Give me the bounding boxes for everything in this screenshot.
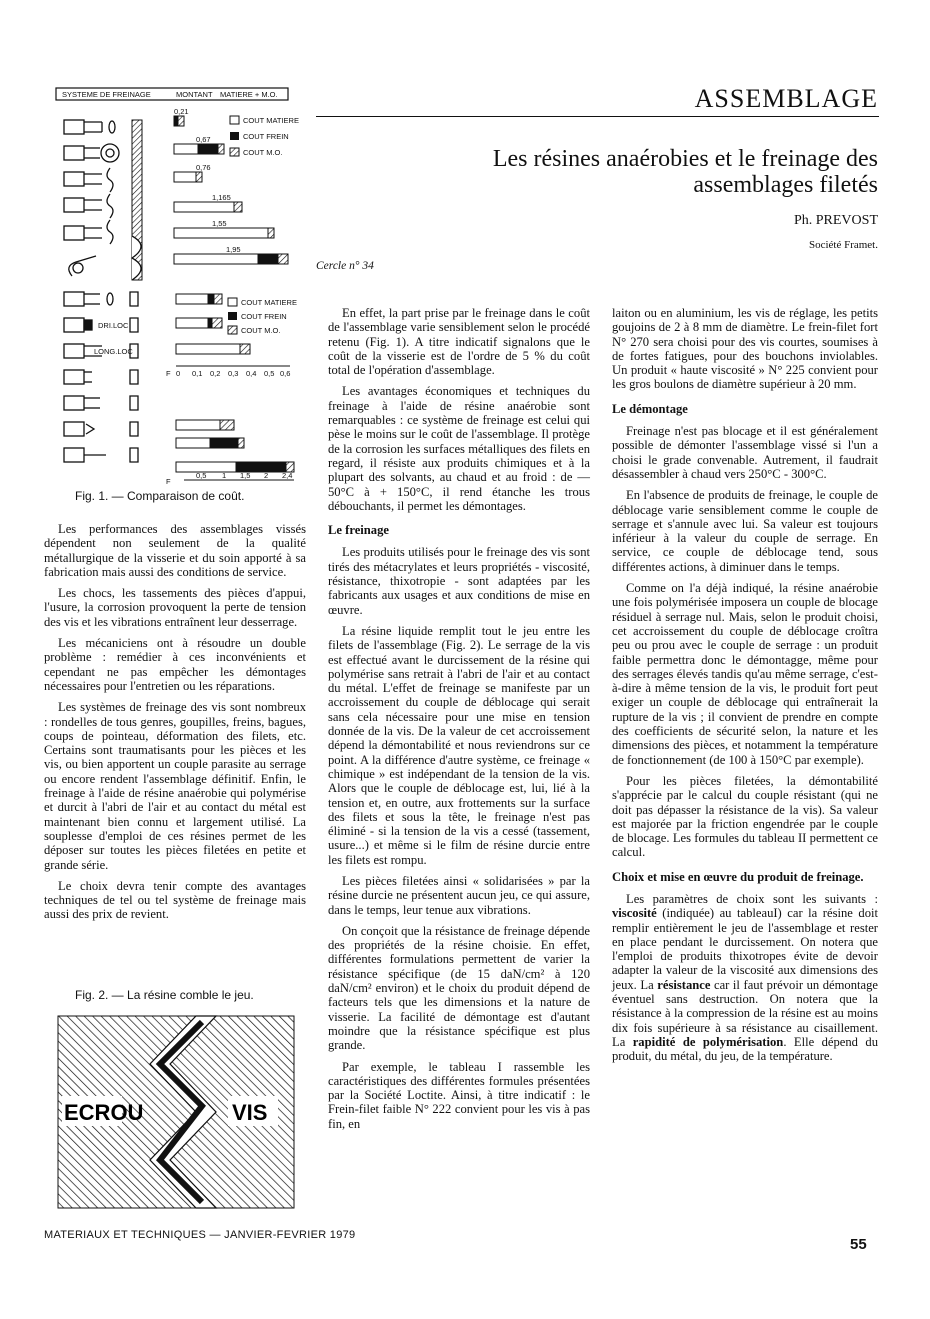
col3-paragraph-4: Comme on l'a déjà indiqué, la résine anaérobie une fois polymérisée imposera un couple de blocage résiduel à serrage nul. Mais, selon le produit choisi, cet accroissement du couple de déblocage croîtra peu ou prou avec le couple de serrage : un produit faible permettra donc le démontagge, même pour des serrages élevés tandis qu'au même serrage, c'est-à-dire à même tension de la vis, le produit fort peut exiger un couple de déblocage qui entraînerait la rupture de la vis ; il convient de prendre en compte des coefficients de sécurité selon, la nature et les dimensions des pièces, et notamment la température de fonctionnement (de 100 à 150°C par exemple). (612, 581, 878, 767)
column-1 (44, 522, 306, 929)
fig1-header-amount: MONTANT (176, 90, 213, 99)
col2-paragraph-4: La résine liquide remplit tout le jeu entre les filets de l'assemblage (Fig. 2). Le serrage de la vis est effectué avant le durcissement de la résine qui polymérise sans retrait à l'abri de l'air et au contact du métal. L'effet de freinage se manifeste par un accroissement du couple de déblocage qui serait sans cela nécessaire pour une mise en tension donnée de la vis. De la valeur de cet accroissement dépend la démontabilité et nous reviendrons sur ce point. A la différence d'autre système, ce freinage « chimique » est indépendant de la tension de la vis. Alors que le couple de déblocage est, lui, lié à la tension et, en outre, aux frottements sur la surface des filets et sous la tête, le freinage n'est pas éliminé - si la tension de la vis a cessé (tassement, usure...) et même si le film de résine durcie entre les filets est rompu. (328, 623, 590, 867)
col2-paragraph-6: On conçoit que la résistance de freinage dépende des propriétés de la résine choisie. En effet, différentes formulations permettent de varier la résistance spécifique (de 15 daN/cm² à 120 daN/cm² environ) et le choix du produit dépend de facteurs tels que les dimensions et la nature de visserie. La facilité de démontage est d'autant moindre que la résistance spécifique est plus grande. (328, 923, 590, 1053)
author: Ph. PREVOST (793, 213, 878, 228)
col1-paragraph-1: Les performances des assemblages vissés dépendent non seulement de la qualité métallurgique de la visserie et du soin apporté à sa fabrication mais aussi des conditions de service. (44, 522, 306, 579)
fig1-value-6: 1,95 (226, 245, 241, 254)
fig1-axis2-tick-5: 2,4 (282, 471, 293, 480)
fig1-axis1-tick-5: 0,4 (246, 369, 257, 378)
figure-1-cost-comparison (54, 86, 302, 486)
fig1-legend-top (230, 116, 299, 157)
col2-paragraph-2: Les avantages économiques et techniques du freinage à l'aide de résine anaérobie sont remarquables : ce système de freinage est celui qui pèse le moins sur le coût de l'assemblage. Il protège de la corrosion les surfaces métalliques des filets en regard, il résiste aux produits chimiques et à la plupart des solvants, au chaud et au froid : de — 50°C à + 150°C, il rend étanche les trous débouchants, il permet les démontages. (328, 384, 590, 513)
fig1-axis1-tick-1: 0 (176, 369, 181, 378)
col3-heading-choix: Choix et mise en œuvre du produit de freinage. (612, 869, 864, 884)
svg-text:COUT FREIN: COUT FREIN (241, 312, 287, 321)
fig1-axis2-tick-2: 1 (222, 471, 227, 480)
column-2 (328, 306, 590, 1138)
affiliation: Société Framet. (808, 239, 878, 251)
fig1-label-longloc: LONG.LOC (94, 347, 133, 356)
col3-heading-demontage: Le démontage (612, 401, 688, 416)
fig1-value-3: 0,76 (196, 163, 211, 172)
fig1-axis2-tick-4: 2 (264, 471, 269, 480)
figure-2-thread-diagram (56, 1014, 296, 1214)
col1-paragraph-2: Les chocs, les tassements des pièces d'appui, l'usure, la corrosion provoquent la perte de tension des vis et les vibrations entraînent leur desserrage. (44, 586, 306, 629)
fig1-value-4: 1,165 (212, 193, 231, 202)
header-rule (316, 116, 879, 117)
figure-1-caption: Fig. 1. — Comparaison de coût. (75, 489, 245, 503)
fastener-sketches-bottom (64, 292, 138, 462)
fig1-header-system: SYSTEME DE FREINAGE (62, 90, 151, 99)
fig1-axis-label-1: F (166, 369, 171, 378)
svg-text:COUT FREIN: COUT FREIN (243, 132, 289, 141)
fig1-axis1-tick-3: 0,2 (210, 369, 221, 378)
article-title: Les résines anaérobies et le freinage des assemblages filetés (492, 146, 878, 198)
figure-2-caption: Fig. 2. — La résine comble le jeu. (75, 988, 254, 1002)
footer-journal: MATERIAUX ET TECHNIQUES — JANVIER-FEVRIER 1979 (44, 1229, 356, 1241)
col3-paragraph-6: Les paramètres de choix sont les suivants : viscosité (indiquée) au tableauI) car la résine doit remplir entièrement le jeu de l'assemblage et rester en place pendant le durcissement. On notera que l'emploi de produits thixotropes évite de devoir adapter la valeur de la viscosité aux dimensions des jeux. La résistance car il faut prévoir un démontage éventuel sans destruction. On notera que la résistance à la compression de la résine est au moins dix fois supérieure à sa résistance au cisaillement. La rapidité de polymérisation. Elle dépend du produit, du métal, du jeu, de la température. (612, 891, 878, 1064)
col3-paragraph-3: En l'absence de produits de freinage, le couple de déblocage varie sensiblement comme le couple de serrage et s'annule avec lui. Sa valeur est toujours inférieur à la valeur du couple de serrage. En service, ce couple de déblocage tend, sous différentes actions, à diminuer dans le temps. (612, 488, 878, 574)
fig1-header-formula: MATIERE + M.O. (220, 90, 278, 99)
fastener-sketches-top (64, 120, 119, 276)
svg-text:COUT MATIERE: COUT MATIERE (243, 116, 299, 125)
fig2-label-nut: ECROU (64, 1100, 144, 1125)
svg-text:COUT MATIERE: COUT MATIERE (241, 298, 297, 307)
col1-paragraph-3: Les mécaniciens ont à résoudre un double problème : remédier à ces inconvénients et cependant ne pas empêcher les démontages nécessaires pour l'entretien ou les réparations. (44, 636, 306, 693)
col3-paragraph-1: laiton ou en aluminium, les vis de réglage, les petits goujoins de 2 à 8 mm de diamètre. Le frein-filet fort N° 270 sera choisi pour des vis courtes, soumises à de fortes fatigues, pour des bouchons inviolables. Un produit « haute viscosité » N° 225 convient pour les gros boulons de diamètre supérieur à 20 mm. (612, 306, 878, 392)
fig1-value-5: 1,55 (212, 219, 227, 228)
fig1-axis2-tick-3: 1,5 (240, 471, 251, 480)
fig1-axis1-tick-2: 0,1 (192, 369, 203, 378)
fig1-axis1-tick-4: 0,3 (228, 369, 239, 378)
fig1-value-2: 0,67 (196, 135, 211, 144)
fig2-label-screw: VIS (232, 1100, 268, 1125)
col2-paragraph-7: Par exemple, le tableau I rassemble les caractéristiques des différentes formules présentées par la Société Loctite. Ainsi, à titre indicatif : le Frein-filet faible N° 222 convient pour les vis à pas fin, en (328, 1059, 590, 1131)
col2-paragraph-3: Les produits utilisés pour le freinage des vis sont tirés des métacrylates et leurs propriétés - viscosité, résistance, thixotropie - sont adaptées par les fabricants aux usages et aux conditions de mise en œuvre. (328, 545, 590, 617)
col1-paragraph-5: Le choix devra tenir compte des avantages techniques de tel ou tel système de freinage mais aussi des prix de revient. (44, 878, 306, 922)
fig1-axis2-tick-1: 0,5 (196, 471, 207, 480)
fig1-label-driloc: DRI.LOC (98, 321, 129, 330)
col2-paragraph-1: En effet, la part prise par le freinage dans le coût de l'assemblage varie sensiblement selon le procédé retenu (Fig. 1). A titre indicatif signalons que le coût de la visserie est de l'ordre de 5 % du coût total de l'opération d'assemblage. (328, 306, 590, 378)
fig1-legend-bottom (228, 298, 297, 335)
page-number: 55 (850, 1236, 867, 1253)
fig1-axis1-tick-6: 0,5 (264, 369, 275, 378)
fig1-axis1-tick-7: 0,6 (280, 369, 291, 378)
reader-service-reference: Cercle n° 34 (316, 260, 374, 272)
col3-paragraph-5: Pour les pièces filetées, la démontabilité s'apprécie par le calcul du couple résistant (qui ne doit pas dépasser la résistance de la vis). Sa valeur est majorée par la friction engendrée par le couple de blocage. Les formules du tableau II permettent ce calcul. (612, 773, 878, 860)
svg-text:COUT M.O.: COUT M.O. (243, 148, 283, 157)
fig1-axis-label-2: F (166, 477, 171, 486)
fig1-value-1: 0,21 (174, 107, 189, 116)
column-3 (612, 306, 878, 1071)
col2-heading-freinage: Le freinage (328, 523, 389, 538)
svg-text:COUT M.O.: COUT M.O. (241, 326, 281, 335)
col2-paragraph-5: Les pièces filetées ainsi « solidarisées » par la résine durcie ne présentent aucun jeu, ce qui assure, dans le temps, leur tenue aux vibrations. (328, 873, 590, 917)
section-title: ASSEMBLAGE (694, 84, 878, 113)
col1-paragraph-4: Les systèmes de freinage des vis sont nombreux : rondelles de tous genres, goupilles, freins, bagues, coups de pointeau, déformation des filets, etc. Certains sont traumatisants pour les pièces et les vis, ou bien apportent un couple parasite au serrage ou encore rendent l'assemblage définitif. Enfin, le freinage à l'aide de résine anaérobie qui polymérise et durcit à l'abri de l'air et au contact du métal est maintenant bien connu et largement utilisé. La souplesse d'emploi de ces résines permet de les déposer sur toutes les pièces filetées en petite et grande série. (44, 700, 306, 872)
col3-paragraph-2: Freinage n'est pas blocage et il est généralement possible de démonter l'assemblage vissé si l'un a choisi le grade convenable. Autrement, il faudrait désassembler à chaud vers 250°C - 300°C. (612, 424, 878, 481)
